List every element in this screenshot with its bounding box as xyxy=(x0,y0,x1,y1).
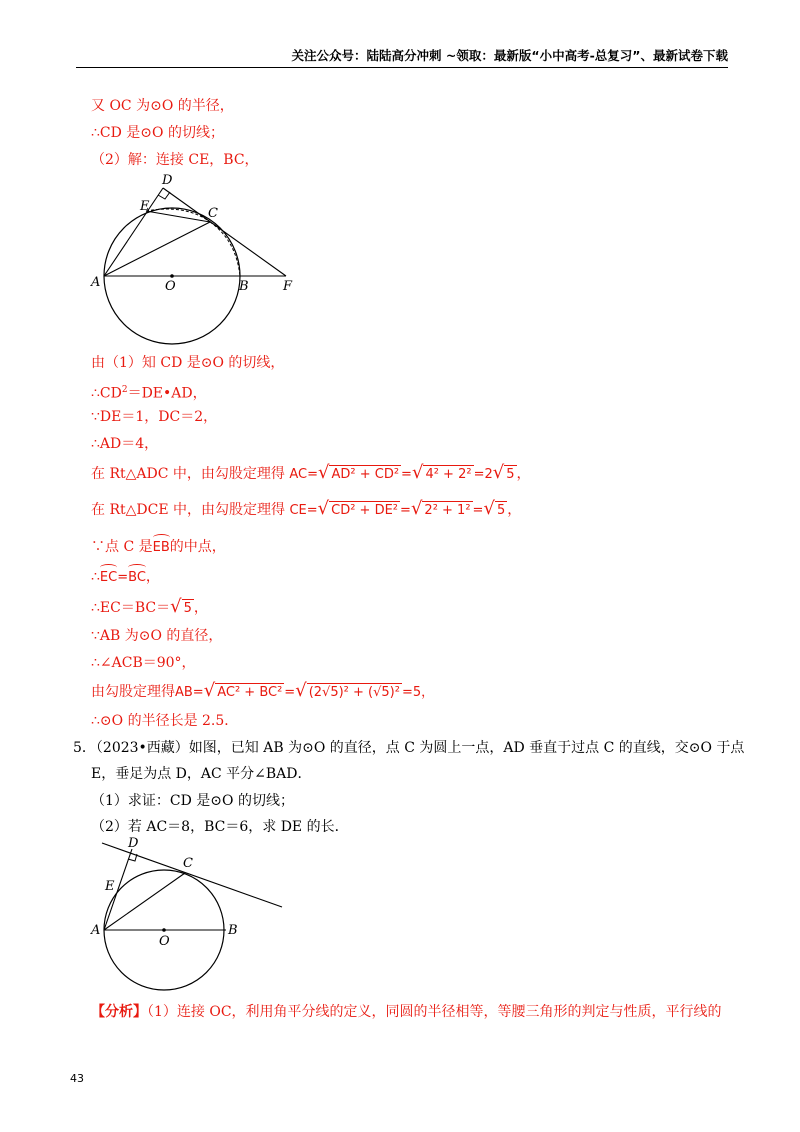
text-fragment: ∴ xyxy=(91,569,100,585)
formula-line-ab xyxy=(91,682,434,702)
label-c: C xyxy=(208,206,218,221)
text-fragment: ， xyxy=(145,569,160,585)
arc-bc: BC xyxy=(128,570,146,585)
text-fragment: 的中点， xyxy=(169,539,226,555)
formula-part: AB= xyxy=(175,685,204,700)
label-e: E xyxy=(140,199,150,214)
question-5-stem: 5．（2023•西藏）如图，已知 AB 为⊙O 的直径，点 C 为圆上一点，AD 垂直于过点 C 的直线，交⊙O 于点 xyxy=(73,740,745,756)
radical-sign: √ xyxy=(170,596,182,617)
formula-radicand: AD² + CD² xyxy=(331,467,400,482)
question-5-stem-cont: E，垂足为点 D，AC 平分∠BAD． xyxy=(91,766,312,782)
page-header: 关注公众号：陆陆高分冲刺 ~领取：最新版“小中高考-总复习”、最新试卷下载 xyxy=(76,46,728,68)
radical-sign: √ xyxy=(203,680,216,701)
formula-radicand: 5 xyxy=(496,503,506,518)
line-cb-dashed xyxy=(210,222,240,276)
label-b: B xyxy=(239,279,249,294)
text-fragment: ＝DE•AD， xyxy=(127,385,207,402)
label-a: A xyxy=(91,275,101,290)
analysis-line xyxy=(91,1003,722,1021)
label-d: D xyxy=(128,836,139,851)
text-line: （2）解：连接 CE，BC， xyxy=(91,152,259,168)
radical-sign: √ xyxy=(410,498,423,519)
text-fragment: 由勾股定理得 xyxy=(91,684,175,700)
radical-sign: √ xyxy=(295,680,307,701)
radical-sign: √ xyxy=(317,462,330,483)
text-fragment: ， xyxy=(193,600,208,616)
line-ac xyxy=(104,222,210,276)
text-fragment: ∴EC＝BC＝ xyxy=(91,600,171,616)
text-line: ∴∠ACB＝90°， xyxy=(91,655,196,671)
superscript: 2 xyxy=(121,385,128,395)
formula-radicand: CD² + DE² xyxy=(331,503,399,518)
radical-sign: √ xyxy=(411,462,424,483)
text-line xyxy=(91,381,207,403)
center-point xyxy=(170,274,174,278)
formula-part: = xyxy=(284,685,296,700)
radical-sign: √ xyxy=(317,498,330,519)
formula-part: AC= xyxy=(289,467,318,482)
text-line xyxy=(91,538,226,557)
formula-part: = xyxy=(401,467,412,482)
arc-ec: EC xyxy=(99,570,118,585)
label-e: E xyxy=(105,879,115,894)
label-f: F xyxy=(283,279,293,294)
line-ad xyxy=(104,188,163,276)
line-df xyxy=(163,188,286,276)
formula-part: = xyxy=(472,503,484,518)
label-d: D xyxy=(162,173,173,188)
label-c: C xyxy=(183,856,193,871)
line-ac xyxy=(104,873,185,930)
formula-part: =2 xyxy=(473,467,493,482)
text-fragment: ∴CD xyxy=(91,385,122,402)
text-line: ∴CD 是⊙O 的切线； xyxy=(91,125,224,141)
text-line xyxy=(91,568,160,587)
formula-part: =5， xyxy=(401,685,435,700)
formula-radicand: (2√5)² + (√5)² xyxy=(308,685,400,700)
formula-line-ce xyxy=(91,500,521,520)
label-a: A xyxy=(91,923,101,938)
formula-radicand: 4² + 2² xyxy=(425,467,472,482)
question-5-part1: （1）求证：CD 是⊙O 的切线； xyxy=(91,793,294,809)
radical-sign: √ xyxy=(483,498,495,519)
text-fragment: ， xyxy=(516,466,531,482)
text-line: ∴AD＝4， xyxy=(91,436,159,452)
label-o: O xyxy=(159,934,170,949)
label-o: O xyxy=(165,279,176,294)
formula-radicand: AC² + BC² xyxy=(217,685,283,700)
text-line: 由（1）知 CD 是⊙O 的切线， xyxy=(91,355,285,371)
text-line: ∴⊙O 的半径长是 2.5． xyxy=(91,713,239,729)
text-fragment: 在 Rt△ADC 中，由勾股定理得 xyxy=(91,466,285,482)
formula-radicand: 5 xyxy=(183,601,192,616)
page-number: 43 xyxy=(70,1072,84,1085)
text-line: 又 OC 为⊙O 的半径， xyxy=(91,98,234,114)
text-line: ∵DE＝1，DC＝2， xyxy=(91,409,218,425)
formula-part: = xyxy=(400,503,411,518)
text-line xyxy=(91,598,208,618)
geometry-figure-2 xyxy=(86,835,296,1000)
question-5-part2: （2）若 AC＝8，BC＝6，求 DE 的长． xyxy=(91,819,349,835)
arc-eb: EB xyxy=(152,540,170,555)
text-fragment: 在 Rt△DCE 中，由勾股定理得 xyxy=(91,502,285,518)
radical-sign: √ xyxy=(492,462,505,483)
formula-radicand: 2² + 1² xyxy=(424,503,471,518)
formula-line-ac xyxy=(91,464,531,484)
text-line: ∵AB 为⊙O 的直径， xyxy=(91,628,223,644)
formula-part: CE= xyxy=(289,503,318,518)
formula-radicand: 5 xyxy=(506,467,515,482)
geometry-figure-1 xyxy=(86,168,306,348)
center-point xyxy=(162,928,166,932)
text-fragment: ∵点 C 是 xyxy=(91,539,153,555)
analysis-tag: 【分析】 xyxy=(91,1004,147,1020)
tangent-line xyxy=(102,843,282,907)
analysis-text: （1）连接 OC，利用角平分线的定义，同圆的半径相等，等腰三角形的判定与性质，平行线的 xyxy=(147,1004,722,1020)
text-fragment: ， xyxy=(507,502,522,518)
formula-part: = xyxy=(117,570,129,585)
label-b: B xyxy=(228,923,238,938)
